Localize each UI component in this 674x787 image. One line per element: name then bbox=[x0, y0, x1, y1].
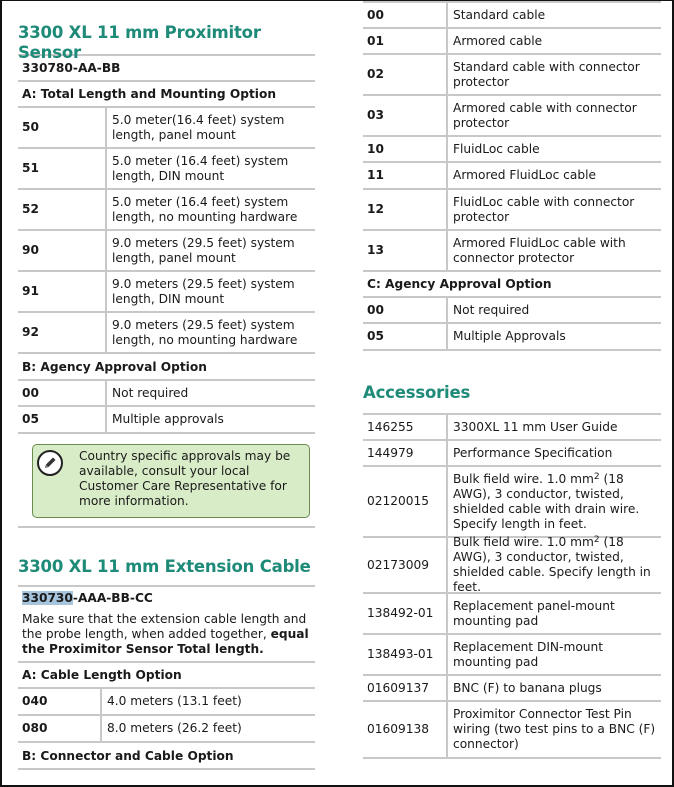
proximitor-option-b-heading: B: Agency Approval Option bbox=[18, 354, 315, 381]
table-row bbox=[363, 635, 661, 676]
option-desc: 9.0 meters (29.5 feet) system length, no mounting hardware bbox=[112, 317, 298, 347]
part-suffix: -AAA-BB-CC bbox=[72, 591, 153, 605]
option-desc: 5.0 meter (16.4 feet) system length, no mounting hardware bbox=[112, 194, 298, 224]
table-row bbox=[363, 231, 661, 272]
accessory-part-number: 01609138 bbox=[363, 702, 448, 757]
table-row bbox=[363, 594, 661, 635]
desc-text: (18 AWG), 3 conductor, twisted, shielded cable. Specify length in feet. bbox=[453, 535, 651, 594]
option-desc: 9.0 meters (29.5 feet) system length, panel mount bbox=[112, 235, 295, 265]
option-desc: 9.0 meters (29.5 feet) system length, DIN mount bbox=[112, 276, 295, 306]
option-code: 080 bbox=[18, 716, 102, 741]
option-desc: 8.0 meters (26.2 feet) bbox=[107, 721, 242, 735]
option-code: 92 bbox=[18, 313, 107, 352]
option-code: 51 bbox=[18, 149, 107, 188]
accessory-part-number: 01609137 bbox=[363, 676, 448, 700]
accessory-part-number: 02173009 bbox=[363, 538, 448, 592]
cable-option-b-heading: B: Connector and Cable Option bbox=[18, 743, 315, 770]
proximitor-title: 3300 XL 11 mm Proximitor Sensor bbox=[18, 23, 261, 62]
option-desc: Armored cable with connector protector bbox=[453, 100, 637, 130]
table-row bbox=[363, 467, 661, 538]
option-code: 90 bbox=[18, 231, 107, 270]
table-row bbox=[18, 716, 315, 743]
option-desc: Armored FluidLoc cable with connector protector bbox=[453, 235, 626, 265]
option-code: 52 bbox=[18, 190, 107, 229]
accessory-desc: BNC (F) to banana plugs bbox=[453, 680, 602, 695]
table-row bbox=[363, 324, 661, 351]
option-desc: 5.0 meter (16.4 feet) system length, DIN mount bbox=[112, 153, 289, 183]
proximitor-part-number: 330780-AA-BB bbox=[18, 56, 315, 82]
table-row bbox=[363, 441, 661, 467]
option-desc: FluidLoc cable bbox=[453, 141, 540, 156]
option-desc: FluidLoc cable with connector protector bbox=[453, 194, 635, 224]
table-row bbox=[363, 163, 661, 190]
option-code: 01 bbox=[363, 29, 448, 53]
accessory-desc: Proximitor Connector Test Pin wiring (two test pins to a BNC (F) connector) bbox=[453, 707, 656, 751]
accessory-desc bbox=[448, 535, 661, 594]
table-row bbox=[363, 702, 661, 759]
extension-cable-title: 3300 XL 11 mm Extension Cable bbox=[18, 557, 311, 576]
accessory-part-number: 138492-01 bbox=[363, 594, 448, 633]
divider bbox=[18, 526, 315, 528]
option-code: 00 bbox=[18, 381, 107, 405]
option-desc: Multiple approvals bbox=[112, 412, 224, 426]
instruction-bold: equal the Proximitor Sensor Total length. bbox=[22, 627, 309, 656]
desc-text: Bulk field wire. 1.0 mm bbox=[453, 471, 594, 486]
extension-instruction bbox=[18, 609, 315, 663]
option-desc: Multiple Approvals bbox=[453, 329, 566, 343]
accessory-desc bbox=[448, 467, 661, 536]
desc-text: (18 AWG), 3 conductor, twisted, shielded cable with drain wire. Specify length in feet. bbox=[453, 471, 640, 531]
accessories-title: Accessories bbox=[363, 383, 471, 402]
note-callout bbox=[32, 444, 310, 518]
accessory-desc: Replacement panel-mount mounting pad bbox=[453, 598, 615, 628]
table-row bbox=[363, 3, 661, 29]
option-desc: 5.0 meter(16.4 feet) system length, panel mount bbox=[112, 112, 285, 142]
right-column bbox=[363, 0, 661, 759]
option-code: 05 bbox=[18, 407, 107, 432]
accessory-desc: Performance Specification bbox=[453, 445, 613, 460]
accessory-part-number: 138493-01 bbox=[363, 635, 448, 674]
table-row bbox=[363, 415, 661, 441]
table-row bbox=[363, 190, 661, 231]
option-desc: Not required bbox=[453, 302, 530, 317]
option-code: 12 bbox=[363, 190, 448, 229]
option-code: 13 bbox=[363, 231, 448, 270]
superscript: 2 bbox=[593, 535, 600, 545]
table-row bbox=[363, 535, 661, 594]
proximitor-option-a-heading: A: Total Length and Mounting Option bbox=[18, 82, 315, 108]
table-row bbox=[18, 149, 315, 190]
table-row bbox=[18, 407, 315, 434]
accessory-part-number: 146255 bbox=[363, 415, 448, 439]
option-code: 00 bbox=[363, 3, 448, 27]
table-row bbox=[18, 231, 315, 272]
option-desc: 4.0 meters (13.1 feet) bbox=[107, 694, 242, 708]
option-desc: Standard cable with connector protector bbox=[453, 59, 640, 89]
table-row bbox=[363, 676, 661, 702]
extension-part-number bbox=[18, 587, 315, 609]
accessory-part-number: 02120015 bbox=[363, 467, 448, 536]
option-code: 02 bbox=[363, 55, 448, 94]
option-desc: Standard cable bbox=[453, 7, 546, 22]
cable-option-c-heading: C: Agency Approval Option bbox=[363, 272, 661, 298]
table-row bbox=[363, 298, 661, 324]
table-row bbox=[18, 381, 315, 407]
option-desc: Armored cable bbox=[453, 33, 543, 48]
option-code: 040 bbox=[18, 689, 102, 714]
option-code: 10 bbox=[363, 137, 448, 161]
accessory-desc: Replacement DIN-mount mounting pad bbox=[453, 639, 604, 669]
table-row bbox=[363, 29, 661, 55]
option-code: 03 bbox=[363, 96, 448, 135]
option-code: 05 bbox=[363, 324, 448, 349]
option-code: 91 bbox=[18, 272, 107, 311]
table-row bbox=[363, 55, 661, 96]
option-code: 11 bbox=[363, 163, 448, 188]
table-row bbox=[18, 190, 315, 231]
option-desc: Not required bbox=[112, 385, 189, 400]
superscript: 2 bbox=[593, 471, 600, 482]
option-desc: Armored FluidLoc cable bbox=[453, 168, 596, 182]
instruction-text: Make sure that the extension cable length and the probe length, when added together, bbox=[22, 612, 307, 641]
desc-text: Bulk field wire. 1.0 mm bbox=[453, 535, 594, 549]
table-row bbox=[18, 272, 315, 313]
option-code: 00 bbox=[363, 298, 448, 322]
table-row bbox=[363, 96, 661, 137]
pencil-icon bbox=[37, 450, 63, 476]
note-text: Country specific approvals may be available, consult your local Customer Care Representative for more information. bbox=[79, 449, 291, 508]
left-column bbox=[18, 0, 315, 770]
cable-option-a-heading: A: Cable Length Option bbox=[18, 663, 315, 689]
option-code: 50 bbox=[18, 108, 107, 147]
accessory-desc: 3300XL 11 mm User Guide bbox=[453, 419, 618, 434]
table-row bbox=[18, 313, 315, 354]
table-row bbox=[18, 689, 315, 716]
table-row bbox=[18, 108, 315, 149]
highlighted-part-prefix: 330730 bbox=[22, 591, 73, 605]
table-row bbox=[363, 137, 661, 163]
accessory-part-number: 144979 bbox=[363, 441, 448, 465]
